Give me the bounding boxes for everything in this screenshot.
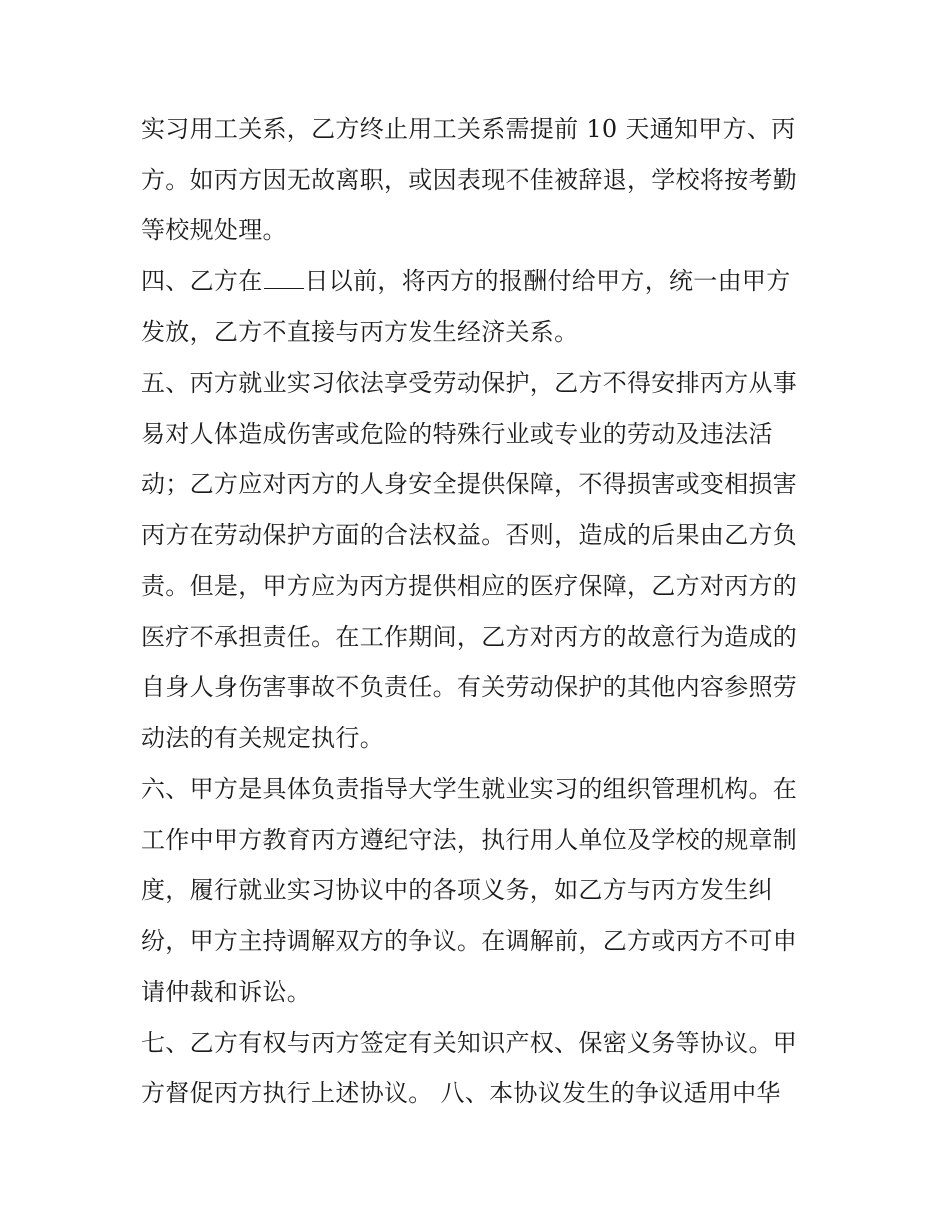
text-line: 方。如丙方因无故离职，或因表现不佳被辞退，学校将按考勤 [141,166,798,194]
text-line [141,266,791,296]
text-line: 实习用工关系，乙方终止用工关系需提前 10 天通知甲方、丙 [141,115,796,143]
text-line: 动；乙方应对丙方的人身安全提供保障，不得损害或变相损害 [141,470,798,498]
text-line: 六、甲方是具体负责指导大学生就业实习的组织管理机构。在 [141,775,798,803]
text-segment: 日以前，将丙方的报酬付给甲方，统一由甲方 [304,267,791,295]
text-segment: 四、乙方在 [141,267,263,295]
text-line: 纷，甲方主持调解双方的争议。在调解前，乙方或丙方不可申 [141,927,798,955]
fill-in-blank [264,266,304,289]
text-line: 工作中甲方教育丙方遵纪守法，执行用人单位及学校的规章制 [141,826,798,854]
text-line: 易对人体造成伤害或危险的特殊行业或专业的劳动及违法活 [141,420,773,448]
text-line: 方督促丙方执行上述协议。 八、本协议发生的争议适用中华 [141,1079,781,1107]
text-line: 发放，乙方不直接与丙方发生经济关系。 [141,318,579,346]
text-line: 责。但是，甲方应为丙方提供相应的医疗保障，乙方对丙方的 [141,572,798,600]
text-line: 五、丙方就业实习依法享受劳动保护，乙方不得安排丙方从事 [141,369,798,397]
text-line: 丙方在劳动保护方面的合法权益。否则，造成的后果由乙方负 [141,521,798,549]
text-line: 自身人身伤害事故不负责任。有关劳动保护的其他内容参照劳 [141,673,798,701]
text-line: 七、乙方有权与丙方签定有关知识产权、保密义务等协议。甲 [141,1029,798,1057]
text-line: 等校规处理。 [141,216,287,244]
text-line: 动法的有关规定执行。 [141,724,384,752]
text-line: 请仲裁和诉讼。 [141,978,312,1006]
text-line: 医疗不承担责任。在工作期间，乙方对丙方的故意行为造成的 [141,623,798,651]
text-line: 度，履行就业实习协议中的各项义务，如乙方与丙方发生纠 [141,876,773,904]
